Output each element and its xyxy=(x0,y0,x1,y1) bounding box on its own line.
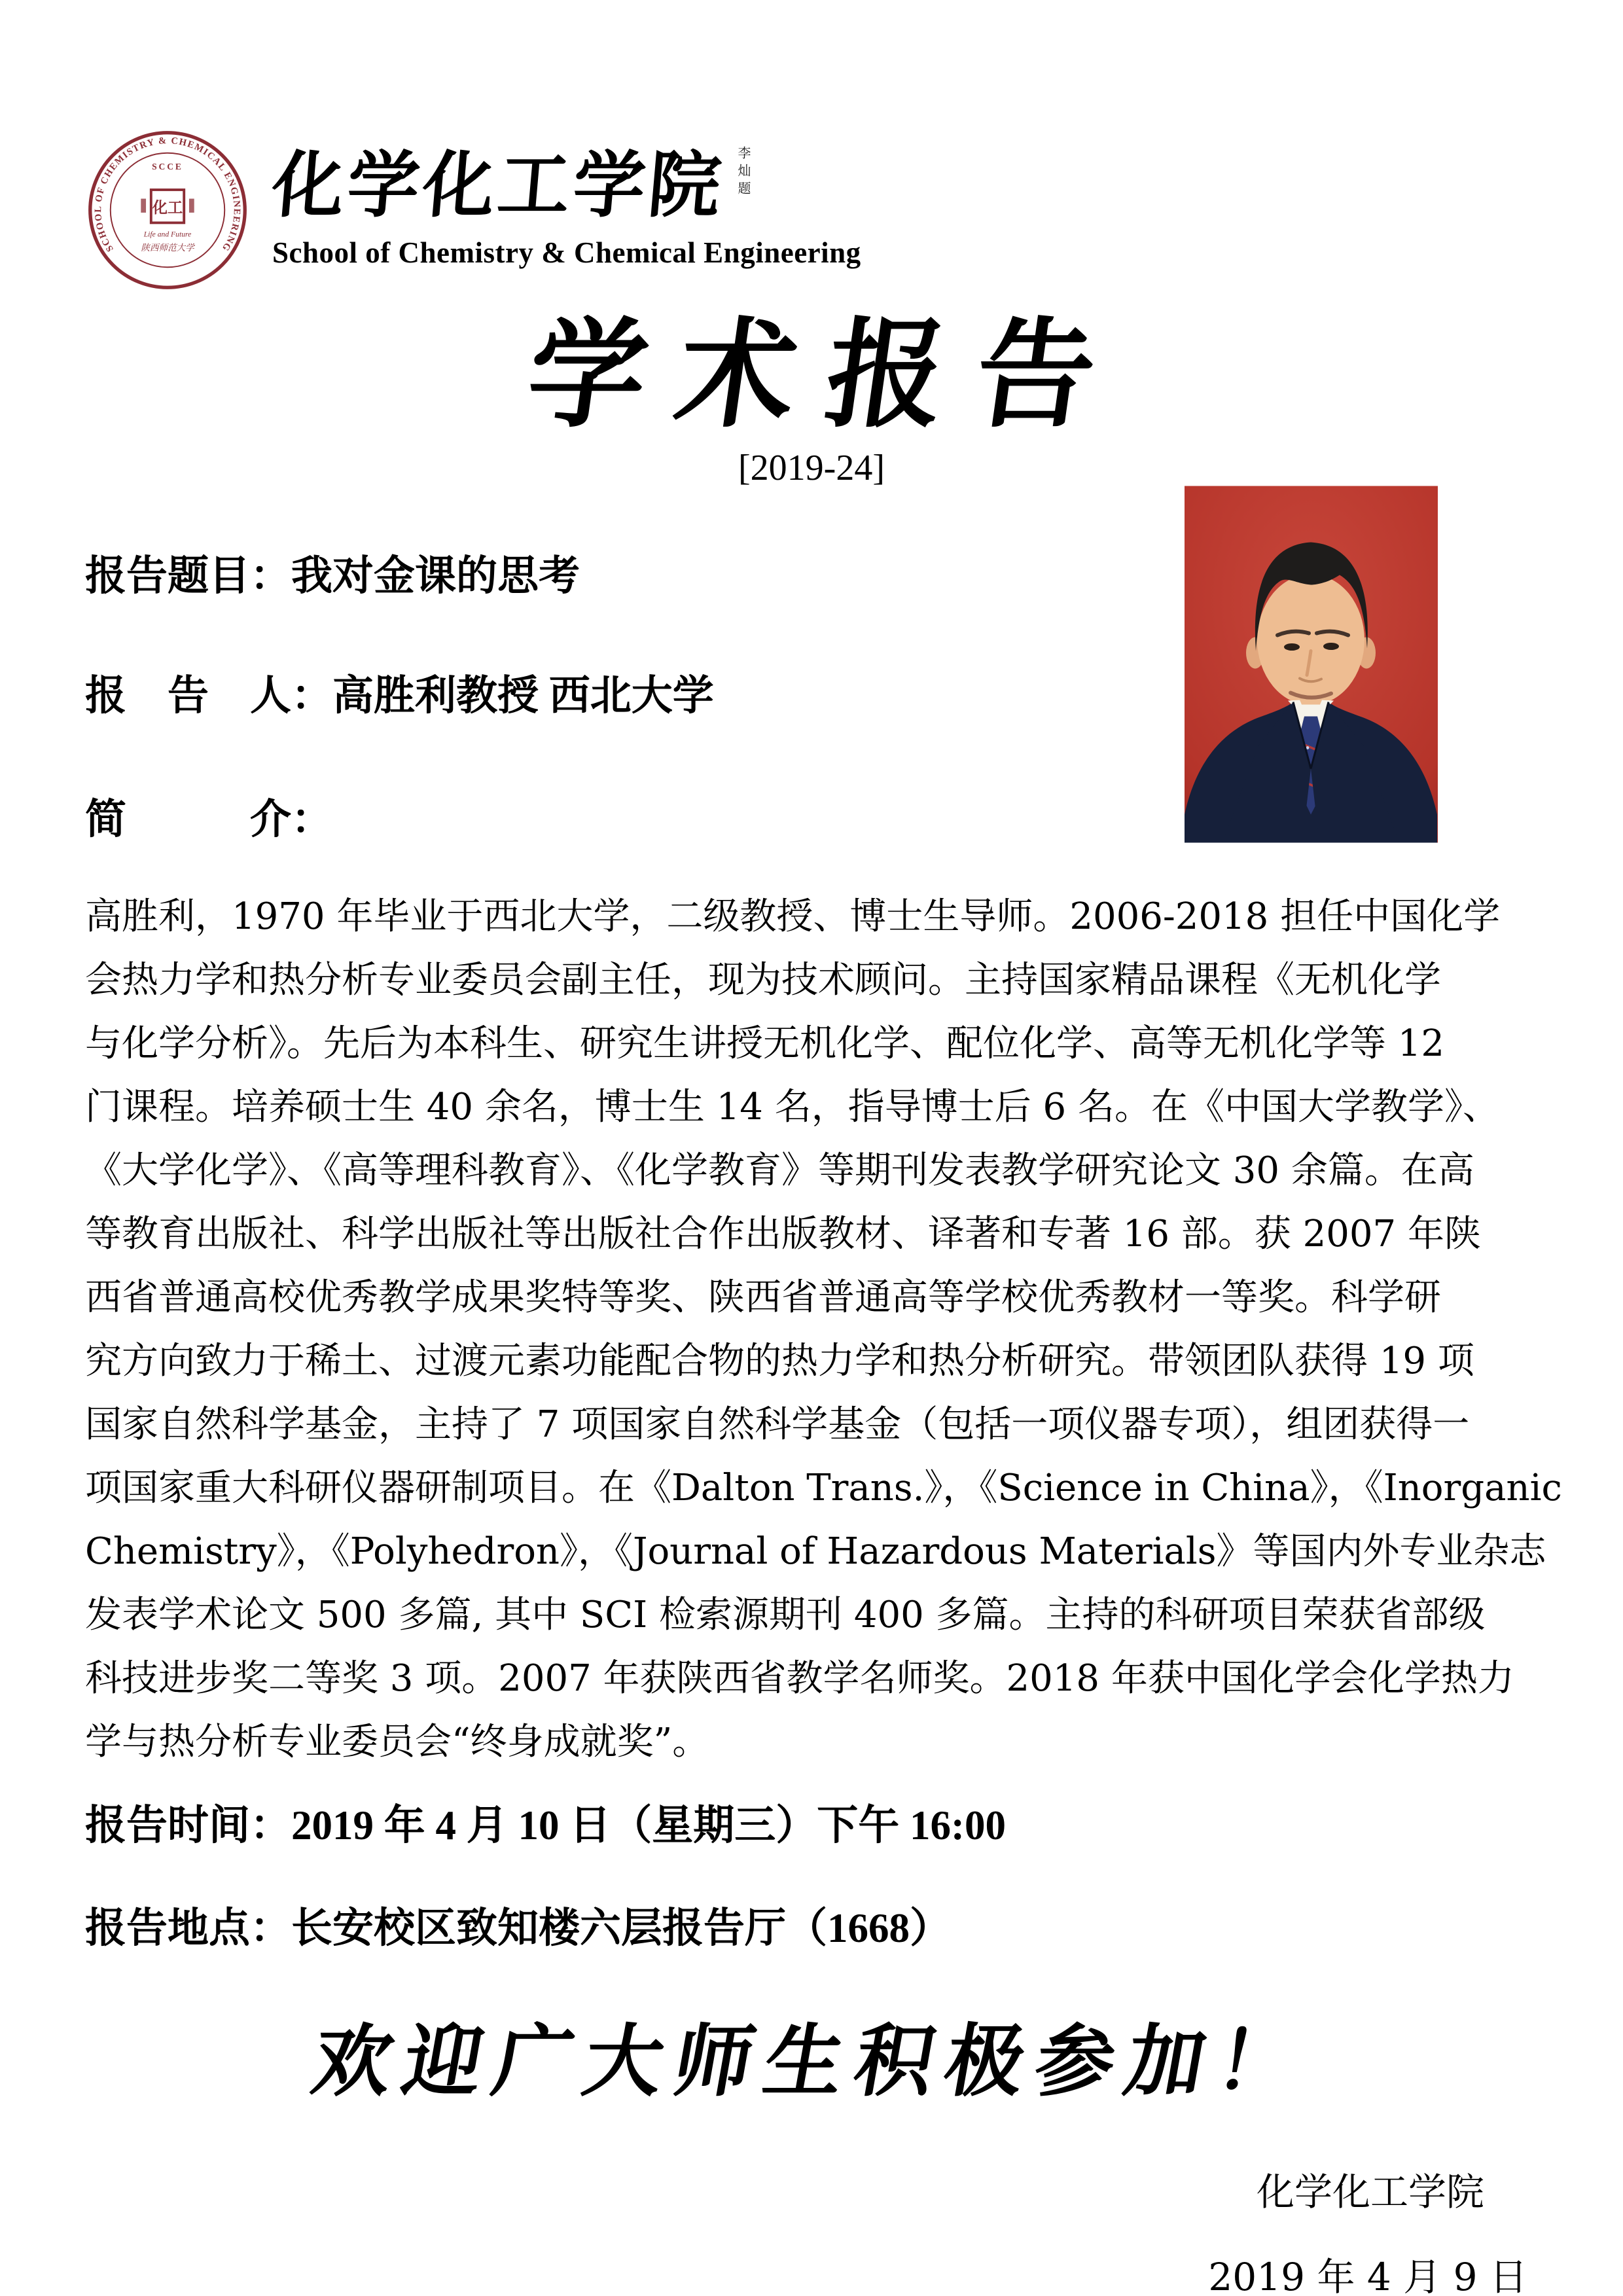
welcome-calligraphy: 欢迎广大师生积极参加！ xyxy=(305,2015,1315,2108)
bio-line: 门课程。培养硕士生 40 余名，博士生 14 名，指导博士后 6 名。在《中国大学教学》、 xyxy=(85,1086,1499,1128)
closing-signer: 化学化工学院 xyxy=(1256,2170,1484,2214)
bio-line: 西省普通高校优秀教学成果奖特等奖、陕西省普通高等学校优秀教材一等奖。科学研 xyxy=(85,1276,1441,1319)
bio-line: 等教育出版社、科学出版社等出版社合作出版教材、译著和专著 16 部。获 2007 年陕 xyxy=(85,1213,1481,1255)
bio-line: 高胜利，1970 年毕业于西北大学，二级教授、博士生导师。2006-2018 担任中国化学 xyxy=(85,895,1501,938)
closing-date: 2019 年 4 月 9 日 xyxy=(1208,2255,1527,2296)
report-time-line: 报告时间：2019 年 4 月 10 日（星期三）下午 16:00 xyxy=(85,1803,1006,1848)
bio-line: 国家自然科学基金，主持了 7 项国家自然科学基金（包括一项仪器专项），组团获得一 xyxy=(85,1403,1470,1446)
school-seal-icon xyxy=(85,128,250,293)
seal-script-name: 陕西师范大学 xyxy=(141,243,194,254)
school-name-calligraphy: 化学化工学院 xyxy=(268,143,728,227)
school-logo-block xyxy=(85,128,1538,293)
calligrapher-signature: 李灿题 xyxy=(736,146,751,199)
seal-abbr-text: SCCE xyxy=(152,161,183,171)
page-title: 学术报告 xyxy=(519,306,1135,444)
school-english-name: School of Chemistry & Chemical Engineering xyxy=(272,236,861,269)
bio-line: 科技进步奖二等奖 3 项。2007 年获陕西省教学名师奖。2018 年获中国化学会化学热力 xyxy=(85,1657,1514,1700)
seal-motto-text: Life and Future xyxy=(143,230,192,239)
bio-line: 会热力学和热分析专业委员会副主任，现为技术顾问。主持国家精品课程《无机化学 xyxy=(85,959,1441,1001)
speaker-bio xyxy=(85,885,1562,1774)
bio-line: Chemistry》，《Polyhedron》，《Journal of Hazardous Materials》等国内外专业杂志 xyxy=(85,1530,1546,1573)
report-speaker-line: 报 告 人：高胜利教授 西北大学 xyxy=(85,673,714,719)
intro-label: 简 介： xyxy=(85,797,332,842)
seal-ring-text: SCHOOL OF CHEMISTRY & CHEMICAL ENGINEERING xyxy=(93,135,242,254)
bio-line: 学与热分析专业委员会“终身成就奖”。 xyxy=(85,1721,709,1763)
speaker-photo xyxy=(1185,486,1438,843)
bio-line: 项国家重大科研仪器研制项目。在《Dalton Trans.》，《Science in China》，《Inorganic xyxy=(85,1467,1562,1509)
seal-center-mark: 化工 xyxy=(152,198,183,217)
bio-line: 究方向致力于稀土、过渡元素功能配合物的热力学和热分析研究。带领团队获得 19 项 xyxy=(85,1340,1474,1382)
report-topic-line: 报告题目：我对金课的思考 xyxy=(85,553,580,599)
bio-line: 与化学分析》。先后为本科生、研究生讲授无机化学、配位化学、高等无机化学等 12 xyxy=(85,1022,1445,1065)
report-place-line: 报告地点：长安校区致知楼六层报告厅（1668） xyxy=(85,1905,951,1951)
bio-line: 《大学化学》、《高等理科教育》、《化学教育》等期刊发表教学研究论文 30 余篇。在高 xyxy=(85,1149,1474,1192)
bio-line: 发表学术论文 500 多篇, 其中 SCI 检索源期刊 400 多篇。主持的科研项目荣获省部级 xyxy=(85,1594,1486,1636)
issue-number: [2019-24] xyxy=(738,448,885,488)
school-name-block xyxy=(268,128,861,270)
